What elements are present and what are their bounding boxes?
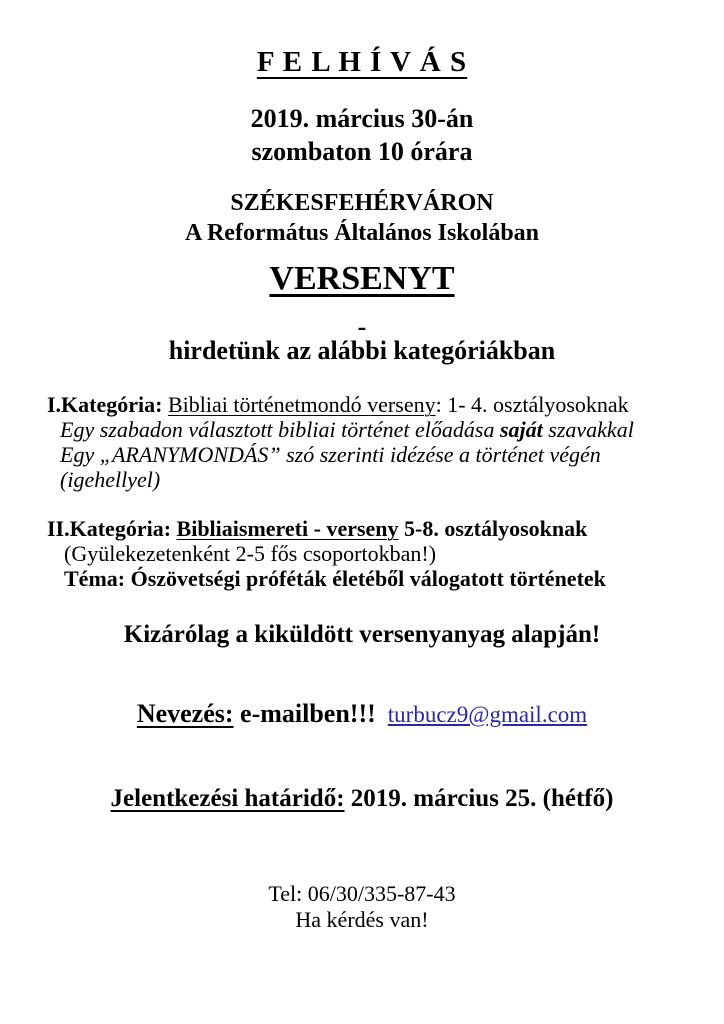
category2-heading	[0, 516, 724, 541]
phone-line: Tel: 06/30/335-87-43	[268, 881, 456, 906]
location-line-2: A Református Általános Iskolában	[184, 220, 540, 246]
email-link[interactable]: turbucz9@gmail.com	[387, 702, 588, 727]
location-line-1: SZÉKESFEHÉRVÁRON	[230, 190, 494, 216]
event-heading-text: VERSENYT	[269, 260, 455, 297]
date-line-1: 2019. március 30-án	[250, 104, 474, 133]
category2-suffix: 5-8. osztályosoknak	[398, 516, 588, 541]
page-title-text: F E L H Í V Á S	[256, 46, 468, 78]
registration-label: Nevezés:	[136, 699, 234, 728]
deadline-value: 2019. március 25. (hétfő)	[344, 785, 614, 812]
emphasis-line: Kizárólag a kiküldött versenyanyag alapján!	[123, 621, 601, 648]
page-title	[0, 44, 724, 80]
category2-details	[0, 541, 724, 591]
registration-line	[0, 698, 724, 731]
category1-detail1-text: Egy szabadon választott bibliai történet előadása	[60, 417, 500, 442]
category1-detail-2: Egy „ARANYMONDÁS” szó szerinti idézése a történet végén	[60, 442, 601, 467]
date-line-2: szombaton 10 órára	[251, 137, 473, 166]
category1-name: Bibliai történetmondó verseny	[167, 392, 436, 417]
category1-label: I.Kategória:	[47, 392, 168, 417]
deadline-label: Jelentkezési határidő:	[110, 785, 345, 812]
category1-details	[0, 417, 724, 492]
subtitle: hirdetünk az alábbi kategóriákban	[168, 336, 556, 365]
category2-name: Bibliaismereti - verseny	[176, 516, 399, 541]
dash-separator: -	[357, 312, 367, 341]
event-heading	[0, 258, 724, 300]
category2-label: II.Kategória:	[47, 516, 177, 541]
category1-detail-1	[60, 417, 724, 442]
category1-detail1-tail: szavakkal	[542, 417, 634, 442]
category1-detail-3: (igehellyel)	[60, 467, 161, 492]
registration-method: e-mailben!!!	[233, 699, 376, 728]
deadline-line	[0, 783, 724, 814]
category1-suffix: : 1- 4. osztályosoknak	[435, 392, 629, 417]
category2-detail-1: (Gyülekezetenként 2-5 fős csoportokban!)	[64, 541, 437, 566]
location-block	[0, 188, 724, 248]
category1-detail1-bold-word: saját	[499, 417, 543, 442]
category1-heading	[0, 392, 724, 417]
question-line: Ha kérdés van!	[295, 907, 429, 932]
date-block	[0, 102, 724, 168]
category2-detail-2: Téma: Ószövetségi próféták életéből válogatott történetek	[64, 566, 606, 591]
